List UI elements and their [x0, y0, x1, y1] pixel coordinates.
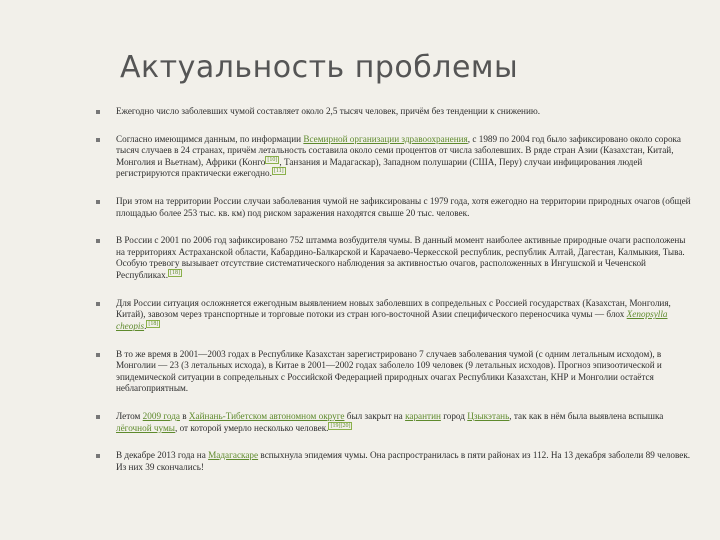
bullet-text: При этом на территории России случаи заболевания чумой не зафиксированы с 1979 года, хотя ежегодно на территории природных очагов (общей площадью более 253 тыс. кв. км) под риском заражения находятся свыше 20 тыс. человек. [116, 196, 691, 218]
bullet-item [96, 106, 694, 118]
bullet-text: Согласно имеющимся данным, по информации [116, 133, 304, 144]
link-ziketan[interactable]: Цзыкэтань [467, 410, 510, 421]
bullet-text: В декабре 2013 года на [116, 450, 209, 461]
bullet-marker [96, 200, 100, 204]
link-xenopsylla-text: Xenopsylla cheopis [116, 309, 668, 331]
bullet-text: . [144, 320, 147, 331]
reference-link[interactable]: [18] [170, 270, 181, 277]
bullet-text: Летом [116, 410, 143, 421]
bullet-marker [96, 110, 100, 114]
bullet-text: , от которой умерло несколько человек. [174, 422, 329, 433]
bullet-item [96, 235, 694, 281]
bullet-marker [96, 353, 100, 357]
bullet-text: В то же время в 2001—2003 годах в Республике Казахстан зарегистрировано 7 случаев заболевания чумой (с одним летальным исходом), в Монголии — 23 (3 летальных исхода), в Китае в 2001—2002 годах заболело 109 человек (9 летальных исходов). Прогноз эпизоотической и эпидемической ситуации в сопредельных с Российской Федерацией природных очагах Республики Казахстан, КНР и Монголии остаётся неблагоприятным. [116, 348, 662, 394]
bullet-marker [96, 239, 100, 243]
bullet-item [96, 411, 694, 434]
reference-link[interactable]: [19][20] [330, 422, 351, 429]
bullet-item [96, 450, 694, 473]
bullet-marker [96, 138, 100, 142]
bullet-item [96, 349, 694, 395]
bullet-list [96, 106, 694, 489]
link-2009[interactable]: 2009 года [142, 410, 180, 421]
bullet-marker [96, 415, 100, 419]
bullet-text: , с 1989 по 2004 год было зафиксировано около сорока тысяч случаев в 24 странах, причём летальность составила около семи процентов от числа заболевших. В ряде стран Азии (Казахстан, Китай, Монголия и Вьетнам), Африки (Конго [116, 133, 681, 167]
bullet-item [96, 196, 694, 219]
bullet-text: в [179, 410, 189, 421]
bullet-text: Для России ситуация осложняется ежегодным выявлением новых заболевших в сопредельных с Россией государствах (Казахстан, Монголия, Китай), завозом через транспортные и торговые потоки из стран юго-восточной Азии специфического переносчика чумы — блох [116, 297, 671, 320]
reference-link[interactable]: [18] [148, 320, 159, 327]
link-who[interactable]: Всемирной организации здравоохранения [303, 133, 468, 144]
link-pneumonic-plague[interactable]: лёгочной чумы [116, 422, 175, 433]
bullet-text: был закрыт на [344, 410, 406, 421]
bullet-text: вспыхнула эпидемия чумы. Она распространилась в пяти районах из 112. На 13 декабря заболели 89 человек. Из них 39 скончались! [116, 450, 691, 472]
reference-link[interactable]: [10] [267, 156, 278, 163]
bullet-marker [96, 302, 100, 306]
bullet-text: , Танзания и Мадагаскар), Западном полушарии (США, Перу) случаи инфицирования людей регистрируются практически ежегодно. [116, 156, 643, 179]
bullet-text: город [440, 410, 468, 421]
bullet-text: Ежегодно число заболевших чумой составляет около 2,5 тысяч человек, причём без тенденции к снижению. [116, 106, 541, 116]
bullet-item [96, 134, 694, 181]
bullet-text: , так как в нём была выявлена вспышка [509, 410, 664, 421]
bullet-marker [96, 454, 100, 458]
bullet-item [96, 298, 694, 333]
link-hainan-tibet-district[interactable]: Хайнань-Тибетском автономном округе [188, 410, 345, 421]
slide-title: Актуальность проблемы [120, 50, 519, 85]
bullet-text: В России с 2001 по 2006 год зафиксировано 752 штамма возбудителя чумы. В данный момент наиболее активные природные очаги расположены на территориях Астраханской области, Кабардино-Балкарской и Карачаево-Черкесской республик, республик Алтай, Дагестан, Калмыкия, Тыва. Особую тревогу вызывает отсутствие систематического наблюдения за активностью очагов, расположенных в Ингушской и Чеченской Республиках. [116, 235, 686, 281]
link-madagascar[interactable]: Мадагаскаре [208, 450, 259, 461]
reference-link[interactable]: [11] [273, 168, 284, 175]
link-quarantine[interactable]: карантин [405, 410, 441, 421]
